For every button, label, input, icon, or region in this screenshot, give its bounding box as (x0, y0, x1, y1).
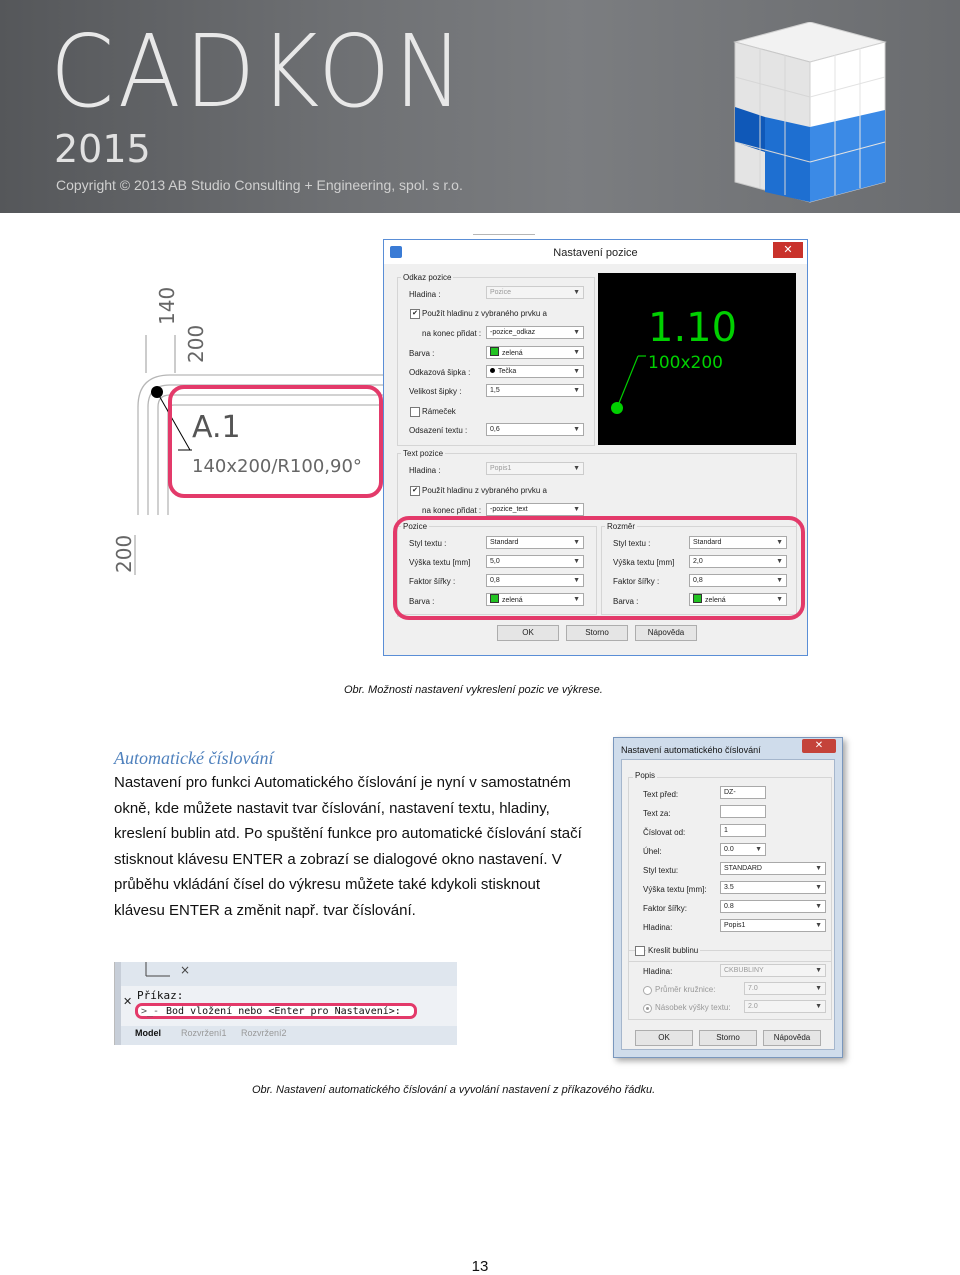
styl-right-value: Standard (693, 539, 722, 546)
hladina2-value: Popis1 (490, 465, 512, 472)
dialog2-close-button[interactable]: ✕ (802, 739, 836, 753)
dialog-titlebar (384, 240, 807, 264)
svg-text:×: × (180, 963, 191, 977)
position-sublabel: 140x200/R100,90° (192, 456, 362, 477)
styl-value: STANDARD (724, 865, 762, 872)
ramecek-label: Rámeček (422, 407, 456, 416)
uhel-label: Úhel: (643, 847, 662, 856)
velikost-label: Velikost šipky : (409, 387, 462, 396)
group-text-label: Text pozice (403, 449, 444, 458)
vyska-left-label: Výška textu [mm] (409, 558, 471, 567)
nasobek-radio[interactable] (643, 1004, 652, 1013)
storno-button[interactable]: Storno (699, 1030, 757, 1046)
chevron-down-icon: ▼ (776, 577, 783, 584)
hladina2-label: Hladina : (409, 466, 441, 475)
dialog2-title: Nastavení automatického číslování (621, 745, 761, 755)
hladina-label: Hladina: (643, 923, 673, 932)
konec2-select[interactable] (486, 503, 584, 516)
faktor-left-label: Faktor šířky : (409, 577, 456, 586)
chevron-down-icon: ▼ (815, 967, 822, 974)
hladina-select[interactable] (720, 919, 826, 932)
hladina-value: Pozice (490, 289, 512, 296)
tab-layout2[interactable]: Rozvržení2 (241, 1028, 287, 1038)
faktor-select[interactable] (720, 900, 826, 913)
chevron-down-icon: ▼ (573, 289, 580, 296)
odsazeni-label: Odsazení textu : (409, 426, 468, 435)
use-layer-label: Použít hladinu z vybraného prvku a (422, 309, 547, 318)
chevron-down-icon: ▼ (815, 922, 822, 929)
use-layer2-checkbox[interactable]: ✔ (410, 486, 420, 496)
nasobek-value: 2.0 (748, 1003, 758, 1010)
hladina-bublina-select[interactable] (720, 964, 826, 977)
chevron-down-icon: ▼ (573, 539, 580, 546)
position-label: A.1 (192, 410, 241, 445)
barva-right-value: zelená (705, 597, 726, 604)
sipka-value: Tečka (498, 368, 517, 375)
dimension-200-left: 200 (112, 534, 136, 573)
drawing-example-positions (110, 235, 385, 580)
styl-left-label: Styl textu : (409, 539, 447, 548)
styl-label: Styl textu: (643, 866, 679, 875)
storno-button[interactable]: Storno (566, 625, 628, 641)
dialog-title: Nastavení pozice (553, 247, 638, 259)
cmd-prompt-icon: >_- (141, 1006, 160, 1017)
hladina-select[interactable] (486, 286, 584, 299)
use-layer2-label: Použít hladinu z vybraného prvku a (422, 486, 547, 495)
chevron-down-icon: ▼ (815, 865, 822, 872)
konec-value: -pozice_odkaz (490, 329, 536, 336)
chevron-down-icon: ▼ (815, 903, 822, 910)
cube-logo-icon (725, 22, 895, 207)
faktor-right-label: Faktor šířky : (613, 577, 660, 586)
dimension-140: 140 (155, 286, 179, 325)
text-za-input[interactable] (720, 805, 766, 818)
ramecek-checkbox[interactable] (410, 407, 420, 417)
vyska-select[interactable] (720, 881, 826, 894)
cmd-header: Příkaz: (137, 989, 184, 1002)
chevron-down-icon: ▼ (573, 506, 580, 513)
barva-select[interactable] (486, 346, 584, 359)
uhel-value: 0.0 (724, 846, 734, 853)
barva-label: Barva : (409, 349, 435, 358)
nasobek-select[interactable] (744, 1000, 826, 1013)
vyska-left-value: 5,0 (490, 558, 500, 565)
sipka-label: Odkazová šipka : (409, 368, 471, 377)
styl-select[interactable] (720, 862, 826, 875)
header-banner (0, 0, 960, 213)
dialog2-body (621, 759, 835, 1050)
group-popis-label: Popis (635, 771, 656, 780)
layout-tabs (121, 1026, 457, 1045)
tab-model[interactable]: Model (135, 1028, 161, 1038)
group-pozice-label: Pozice (403, 522, 428, 531)
odsazeni-value: 0,6 (490, 426, 500, 433)
velikost-select[interactable] (486, 384, 584, 397)
chevron-down-icon: ▼ (573, 368, 580, 375)
close-button[interactable]: ✕ (773, 242, 803, 258)
section-heading: Automatické číslování (114, 748, 274, 768)
group-odkaz-pozice (397, 277, 595, 446)
konec2-label: na konec přidat : (422, 506, 482, 515)
dimension-200-top: 200 (184, 324, 208, 363)
ucs-icon (140, 962, 200, 982)
chevron-down-icon: ▼ (815, 985, 822, 992)
konec-label: na konec přidat : (422, 329, 482, 338)
chevron-down-icon: ▼ (815, 884, 822, 891)
command-line-panel (114, 962, 457, 1045)
brand-year: 2015 (54, 127, 151, 171)
faktor-right-value: 0,8 (693, 577, 703, 584)
barva-left-value: zelená (502, 597, 523, 604)
brand-logo-text: CADKON (50, 13, 467, 130)
barva-left-label: Barva : (409, 597, 435, 606)
prumer-radio[interactable] (643, 986, 652, 995)
napoveda-button[interactable]: Nápověda (635, 625, 697, 641)
chevron-down-icon: ▼ (573, 596, 580, 603)
hladina-label: Hladina : (409, 290, 441, 299)
autonumbering-dialog (613, 737, 843, 1058)
barva-right-label: Barva : (613, 597, 639, 606)
color-swatch-icon (490, 347, 499, 356)
nasobek-label: Násobek výšky textu: (655, 1003, 731, 1012)
kreslit-bublinu-checkbox[interactable] (635, 946, 645, 956)
hladina-value: Popis1 (724, 922, 746, 929)
faktor-label: Faktor šířky: (643, 904, 688, 913)
cmd-input-highlight[interactable] (135, 1003, 417, 1019)
highlight-box-text-style (393, 516, 805, 620)
cislovat-label: Číslovat od: (643, 828, 686, 837)
dot-arrow-icon (490, 368, 495, 373)
text-za-label: Text za: (643, 809, 671, 818)
sipka-select[interactable] (486, 365, 584, 378)
use-layer-checkbox[interactable]: ✔ (410, 309, 420, 319)
cmd-prompt-text: Bod vložení nebo <Enter pro Nastavení>: (166, 1006, 401, 1017)
konec-select[interactable] (486, 326, 584, 339)
chevron-down-icon: ▼ (776, 596, 783, 603)
ok-button[interactable]: OK (635, 1030, 693, 1046)
section-paragraph: Nastavení pro funkci Automatického číslování je nyní v samostatném okně, kde můžete nastavit tvar číslování, nastavení textu, hladiny, kreslení bublin atd. Po spuštění funkce pro automatické číslování stačí stisknout klávesu ENTER a zobrazí se dialogové okno nastavení. V průběhu vkládání čísel do výkresu můžete také kdykoli stisknout klávesu ENTER a změnit např. tvar číslování. (114, 774, 582, 919)
text-pred-input[interactable]: DZ- (720, 786, 766, 799)
hladina-bublina-value: CKBUBLINY (724, 967, 764, 974)
copyright-text: Copyright © 2013 AB Studio Consulting + Engineering, spol. s r.o. (56, 177, 463, 193)
group-odkaz-label: Odkaz pozice (403, 273, 452, 282)
ok-button[interactable]: OK (497, 625, 559, 641)
kreslit-bublinu-label: Kreslit bublinu (648, 946, 699, 955)
prumer-label: Průměr kružnice: (655, 985, 716, 994)
cmd-close-icon[interactable]: ✕ (123, 996, 133, 1008)
preview-small-text: 100x200 (648, 353, 723, 373)
chevron-down-icon: ▼ (573, 349, 580, 356)
tab-layout1[interactable]: Rozvržení1 (181, 1028, 227, 1038)
cislovat-input[interactable]: 1 (720, 824, 766, 837)
preview-canvas (598, 273, 796, 445)
barva-value: zelená (502, 350, 523, 357)
group-rozmer-label: Rozměr (607, 522, 636, 531)
uhel-select[interactable] (720, 843, 766, 856)
chevron-down-icon: ▼ (573, 577, 580, 584)
velikost-value: 1,5 (490, 387, 500, 394)
hladina-bublina-label: Hladina: (643, 967, 673, 976)
figure-caption-2: Obr. Nastavení automatického číslování a vyvolání nastavení z příkazového řádku. (252, 1084, 656, 1096)
figure-caption-1: Obr. Možnosti nastavení vykreslení pozic ve výkrese. (344, 684, 603, 696)
preview-big-text: 1.10 (648, 305, 738, 351)
chevron-down-icon: ▼ (776, 558, 783, 565)
vyska-value: 3.5 (724, 884, 734, 891)
prumer-value: 7.0 (748, 985, 758, 992)
odsazeni-select[interactable] (486, 423, 584, 436)
napoveda-button[interactable]: Nápověda (763, 1030, 821, 1046)
vyska-right-value: 2,0 (693, 558, 703, 565)
chevron-down-icon: ▼ (776, 539, 783, 546)
chevron-down-icon: ▼ (573, 558, 580, 565)
chevron-down-icon: ▼ (573, 329, 580, 336)
konec2-value: -pozice_text (490, 506, 528, 513)
chevron-down-icon: ▼ (573, 426, 580, 433)
styl-right-label: Styl textu : (613, 539, 651, 548)
chevron-down-icon: ▼ (573, 465, 580, 472)
prumer-select[interactable] (744, 982, 826, 995)
styl-left-value: Standard (490, 539, 519, 546)
drawing-line-top (473, 234, 535, 235)
vyska-right-label: Výška textu [mm] (613, 558, 675, 567)
position-settings-dialog (383, 239, 808, 656)
chevron-down-icon: ▼ (573, 387, 580, 394)
vyska-label: Výška textu [mm]: (643, 885, 707, 894)
text-pred-label: Text před: (643, 790, 679, 799)
hladina2-select[interactable] (486, 462, 584, 475)
faktor-value: 0.8 (724, 903, 734, 910)
page-number: 13 (471, 1258, 489, 1275)
chevron-down-icon: ▼ (815, 1003, 822, 1010)
faktor-left-value: 0,8 (490, 577, 500, 584)
chevron-down-icon: ▼ (755, 846, 762, 853)
